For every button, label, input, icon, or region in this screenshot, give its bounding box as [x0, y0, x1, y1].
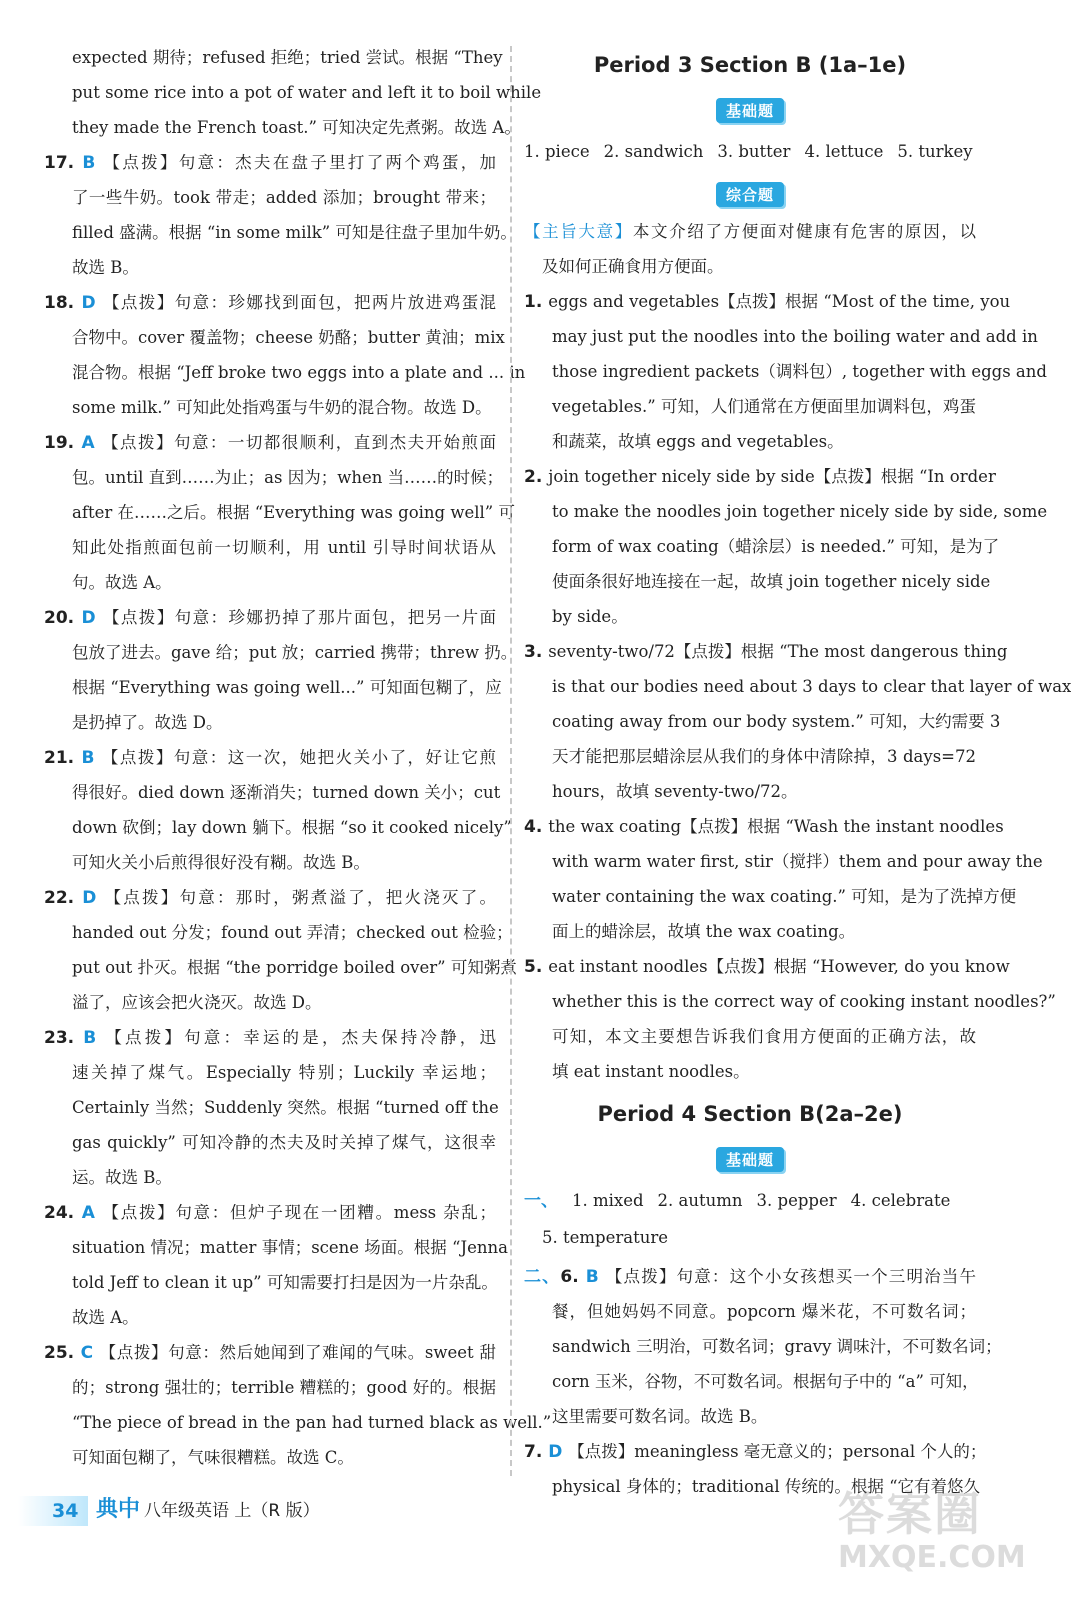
line-text: 【点拨】句意：那时，粥煮溢了，把火浇灭了。	[104, 888, 496, 907]
left-line	[44, 1370, 496, 1405]
p4-line	[524, 1434, 987, 1469]
line-text: 【点拨】句意：幸运的是，杰夫保持冷静，迅	[105, 1028, 496, 1047]
p3-line	[524, 984, 1056, 1019]
right-column	[524, 40, 1071, 1504]
line-text: 可知火关小后煎得很好没有糊。故选 B。	[72, 853, 370, 872]
left-line	[44, 1230, 508, 1265]
p3-line	[524, 669, 1071, 704]
line-text: situation 情况；matter 事情；scene 场面。根据 “Jenna	[72, 1238, 508, 1257]
line-text: seventy-two/72【点拨】根据 “The most dangerous thing	[548, 642, 1008, 661]
p3-line	[524, 844, 1043, 879]
line-text: 【点拨】句意：这个小女孩想买一个三明治当午	[605, 1267, 976, 1286]
left-line	[44, 355, 526, 390]
answer-letter: B	[83, 1028, 106, 1048]
left-line	[44, 180, 496, 215]
left-line	[44, 1160, 496, 1195]
p4-answers	[524, 1259, 1002, 1504]
line-text: 面上的蜡涂层，故填 the wax coating。	[552, 922, 856, 941]
p3-line	[524, 704, 1001, 739]
p3-line	[524, 599, 976, 634]
left-line	[44, 250, 496, 285]
answer-letter: B	[81, 748, 102, 768]
p4-line	[524, 1399, 976, 1434]
left-line	[44, 740, 496, 775]
answer-letter: C	[80, 1343, 100, 1363]
left-line	[44, 635, 518, 670]
p4-line	[524, 1259, 976, 1294]
left-line	[44, 985, 496, 1020]
publisher-logo: 典中	[96, 1497, 141, 1522]
badge-comprehensive: 综合题	[716, 182, 784, 207]
p4-part2-label: 二、	[524, 1267, 561, 1287]
left-line	[44, 425, 496, 460]
line-text: 混合物。根据 “Jeff broke two eggs into a plate and ... in	[72, 363, 526, 382]
line-text: physical 身体的；traditional 传统的。根据 “它有着悠久	[552, 1477, 981, 1496]
line-text: 【点拨】句意：但炉子现在一团糟。mess 杂乱；	[102, 1203, 496, 1222]
question-number: 18.	[44, 293, 82, 313]
line-text: 可知面包糊了，气味很糟糕。故选 C。	[72, 1448, 354, 1467]
p4-vocab-item: 5. temperature	[542, 1228, 668, 1247]
p3-line	[524, 914, 976, 949]
line-text: 填 eat instant noodles。	[552, 1062, 750, 1081]
line-text: 是扔掉了。故选 D。	[72, 713, 223, 732]
left-line	[44, 285, 496, 320]
line-text: 根据 “Everything was going well...” 可知面包糊了，应	[72, 678, 502, 697]
p3-line	[524, 739, 976, 774]
left-line	[44, 775, 501, 810]
answer-letter: D	[81, 293, 103, 313]
left-line	[44, 670, 502, 705]
line-text: eggs and vegetables【点拨】根据 “Most of the time, you	[548, 292, 1011, 311]
p4-line	[524, 1364, 979, 1399]
watermark	[838, 1478, 1026, 1588]
page-number: 34	[52, 1500, 79, 1522]
left-line	[44, 1335, 496, 1370]
line-text: 包放了进去。gave 给；put 放；carried 携带；threw 扔。	[72, 643, 518, 662]
p4-vocab-item: 4. celebrate	[850, 1191, 951, 1210]
p3-line	[524, 1054, 976, 1089]
line-text: the wax coating【点拨】根据 “Wash the instant noodles	[548, 817, 1004, 836]
line-text: 的；strong 强壮的；terrible 糟糕的；good 好的。根据	[72, 1378, 496, 1397]
line-text: those ingredient packets（调料包）, together with eggs and	[552, 362, 1047, 381]
line-text: form of wax coating（蜡涂层）is needed.” 可知，是为了	[552, 537, 1000, 556]
line-text: may just put the noodles into the boiling water and add in	[552, 327, 1038, 346]
question-number: 24.	[44, 1203, 82, 1223]
line-text: 合物中。cover 覆盖物；cheese 奶酪；butter 黄油；mix	[72, 328, 505, 347]
p3-line	[524, 634, 1008, 669]
p3-line	[524, 564, 991, 599]
p3-vocab-item: 3. butter	[717, 142, 791, 161]
summary-tag: 【主旨大意】	[524, 222, 633, 241]
line-text: 句。故选 A。	[72, 573, 172, 592]
line-text: 包。until 直到……为止；as 因为；when 当……的时候；	[72, 468, 504, 487]
badge-basic: 基础题	[716, 98, 784, 123]
line-text: 餐，但她妈妈不同意。popcorn 爆米花，不可数名词；	[552, 1302, 976, 1321]
question-number: 17.	[44, 153, 83, 173]
line-text: 得很好。died down 逐渐消失；turned down 关小；cut	[72, 783, 501, 802]
line-text: expected 期待；refused 拒绝；tried 尝试。根据 “They	[72, 48, 503, 67]
answer-letter: D	[82, 888, 105, 908]
p3-vocab-item: 5. turkey	[897, 142, 973, 161]
line-text: 了一些牛奶。took 带走；added 添加；brought 带来；	[72, 188, 496, 207]
summary-line-2: 及如何正确食用方便面。	[542, 257, 724, 276]
line-text: Certainly 当然；Suddenly 突然。根据 “turned off the	[72, 1098, 499, 1117]
left-line	[44, 390, 496, 425]
answer-letter: D	[548, 1442, 569, 1462]
line-text: 和蔬菜，故填 eggs and vegetables。	[552, 432, 844, 451]
p4-vocab-item: 3. pepper	[756, 1191, 837, 1210]
left-line	[44, 145, 496, 180]
question-number: 6.	[560, 1267, 586, 1287]
line-text: after 在……之后。根据 “Everything was going well” 可	[72, 503, 515, 522]
line-text: coating away from our body system.” 可知，大约需要 3	[552, 712, 1001, 731]
line-text: hours，故填 seventy-two/72。	[552, 782, 798, 801]
line-text: 速关掉了煤气。Especially 特别；Luckily 幸运地；	[72, 1063, 496, 1082]
left-line	[44, 1195, 496, 1230]
line-text: handed out 分发；found out 弄清；checked out 检验；	[72, 923, 513, 942]
left-line	[44, 320, 505, 355]
question-number: 7.	[524, 1442, 549, 1462]
p3-line	[524, 284, 1011, 319]
question-number: 3.	[524, 642, 549, 662]
watermark-cn: 答案圈	[838, 1487, 982, 1541]
question-number: 2.	[524, 467, 549, 487]
left-line	[44, 215, 517, 250]
p4-vocab-item: 1. mixed	[572, 1191, 644, 1210]
question-number: 23.	[44, 1028, 84, 1048]
line-text: 故选 A。	[72, 1308, 139, 1327]
p4-vocab-item: 2. autumn	[657, 1191, 743, 1210]
line-text: 【点拨】句意：这一次，她把火关小了，好让它煎	[101, 748, 496, 767]
p3-vocab-item: 2. sandwich	[603, 142, 704, 161]
line-text: told Jeff to clean it up” 可知需要打扫是因为一片杂乱。	[72, 1273, 498, 1292]
p3-line	[524, 319, 1038, 354]
left-line	[44, 810, 512, 845]
left-line	[44, 460, 504, 495]
answer-letter: A	[81, 1203, 103, 1223]
question-number: 1.	[524, 292, 549, 312]
p3-line	[524, 494, 1048, 529]
line-text: down 砍倒；lay down 躺下。根据 “so it cooked nicely”	[72, 818, 512, 837]
question-number: 19.	[44, 433, 82, 453]
line-text: gas quickly” 可知冷静的杰夫及时关掉了煤气，这很幸	[72, 1133, 496, 1152]
line-text: 可知，本文主要想告诉我们食用方便面的正确方法，故	[552, 1027, 976, 1046]
left-line	[44, 880, 496, 915]
line-text: 【点拨】句意：一切都很顺利，直到杰夫开始煎面	[102, 433, 497, 452]
left-line	[44, 915, 513, 950]
line-text: some milk.” 可知此处指鸡蛋与牛奶的混合物。故选 D。	[72, 398, 492, 417]
left-line	[44, 950, 517, 985]
p4-line	[524, 1294, 976, 1329]
line-text: 【点拨】meaningless 毫无意义的；personal 个人的；	[568, 1442, 987, 1461]
p4-vocab-line-2	[524, 1223, 976, 1259]
line-text: 这里需要可数名词。故选 B。	[552, 1407, 768, 1426]
line-text: 【点拨】句意：珍娜扔掉了那片面包，把另一片面	[102, 608, 496, 627]
left-line	[44, 1125, 496, 1160]
p3-vocab-item: 4. lettuce	[804, 142, 884, 161]
period3-title: Period 3 Section B (1a–1e)	[593, 53, 907, 77]
left-line	[44, 600, 496, 635]
p4-badge-basic: 基础题	[716, 1147, 784, 1172]
line-text: 溢了，应该会把火浇灭。故选 D。	[72, 993, 322, 1012]
left-line	[44, 530, 496, 565]
line-text: they made the French toast.” 可知决定先煮粥。故选 A。	[72, 118, 521, 137]
p4-vocab-line-1	[524, 1179, 976, 1223]
p3-line	[524, 424, 976, 459]
p3-line	[524, 1019, 976, 1054]
answer-letter: B	[82, 153, 104, 173]
line-text: eat instant noodles【点拨】根据 “However, do you know	[548, 957, 1010, 976]
p3-line	[524, 774, 976, 809]
left-line	[44, 1090, 499, 1125]
answer-letter: B	[585, 1267, 606, 1287]
question-number: 20.	[44, 608, 82, 628]
left-line	[44, 1055, 496, 1090]
line-text: vegetables.” 可知，人们通常在方便面里加调料包，鸡蛋	[552, 397, 976, 416]
p3-line	[524, 354, 1047, 389]
question-number: 5.	[524, 957, 549, 977]
p3-line	[524, 809, 1004, 844]
watermark-en: MXQE.COM	[838, 1540, 1026, 1575]
badge-row-comprehensive	[524, 174, 976, 214]
line-text: by side。	[552, 607, 628, 626]
line-text: put some rice into a pot of water and left it to boil while	[72, 83, 542, 102]
line-text: sandwich 三明治，可数名词；gravy 调味汁，不可数名词；	[552, 1337, 1002, 1356]
line-text: water containing the wax coating.” 可知，是为了洗掉方便	[552, 887, 1017, 906]
left-line	[44, 495, 515, 530]
p3-vocab-item: 1. piece	[524, 142, 590, 161]
left-line	[44, 1405, 552, 1440]
question-number: 4.	[524, 817, 549, 837]
left-line	[44, 1265, 496, 1300]
left-line	[44, 1300, 496, 1335]
line-text: join together nicely side by side【点拨】根据 “In order	[548, 467, 996, 486]
question-number: 21.	[44, 748, 82, 768]
p3-line	[524, 879, 1017, 914]
line-text: with warm water first, stir（搅拌）them and pour away the	[552, 852, 1043, 871]
p4-line	[524, 1329, 1002, 1364]
answer-letter: D	[81, 608, 103, 628]
p3-line	[524, 529, 1000, 564]
p3-vocab-line	[524, 130, 976, 174]
line-text: to make the noodles join together nicely side by side, some	[552, 502, 1048, 521]
p4-badge-row-basic	[524, 1139, 976, 1179]
line-text: whether this is the correct way of cooking instant noodles?”	[552, 992, 1056, 1011]
badge-row-basic	[524, 90, 976, 130]
period4-title: Period 4 Section B(2a–2e)	[597, 1102, 903, 1126]
question-number: 22.	[44, 888, 83, 908]
left-line	[44, 705, 496, 740]
left-line	[44, 110, 521, 145]
left-line	[44, 1440, 496, 1475]
line-text: 故选 B。	[72, 258, 139, 277]
left-line	[44, 40, 503, 75]
left-line	[44, 1020, 496, 1055]
line-text: put out 扑灭。根据 “the porridge boiled over” 可知粥煮	[72, 958, 517, 977]
left-line	[44, 565, 496, 600]
line-text: 【点拨】句意：然后她闻到了难闻的气味。sweet 甜	[99, 1343, 496, 1362]
p3-line	[524, 949, 1010, 984]
line-text: 天才能把那层蜡涂层从我们的身体中清除掉，3 days=72	[552, 747, 976, 766]
summary-line-1: 【主旨大意】本文介绍了方便面对健康有危害的原因，以	[524, 222, 977, 241]
p3-line	[524, 459, 996, 494]
line-text: filled 盛满。根据 “in some milk” 可知是往盘子里加牛奶。	[72, 223, 517, 242]
line-text: 使面条很好地连接在一起，故填 join together nicely side	[552, 572, 991, 591]
p4-part1-label: 一、	[524, 1191, 558, 1211]
question-number: 25.	[44, 1343, 81, 1363]
book-title: 八年级英语 上（R 版）	[144, 1501, 320, 1521]
left-column	[44, 40, 552, 1475]
line-text: “The piece of bread in the pan had turned black as well.”	[72, 1413, 552, 1432]
line-text: 知此处指煎面包前一切顺利，用 until 引导时间状语从	[72, 538, 496, 557]
p3-answers	[524, 284, 1071, 1089]
line-text: 运。故选 B。	[72, 1168, 172, 1187]
line-text: 【点拨】句意：珍娜找到面包，把两片放进鸡蛋混	[102, 293, 496, 312]
line-text: is that our bodies need about 3 days to clear that layer of wax	[552, 677, 1071, 696]
column-divider	[510, 46, 512, 1476]
left-line	[44, 845, 496, 880]
answer-letter: A	[81, 433, 103, 453]
line-text: 【点拨】句意：杰夫在盘子里打了两个鸡蛋，加	[103, 153, 496, 172]
p3-line	[524, 389, 976, 424]
left-line	[44, 75, 542, 110]
line-text: corn 玉米，谷物，不可数名词。根据句子中的 “a” 可知，	[552, 1372, 979, 1391]
